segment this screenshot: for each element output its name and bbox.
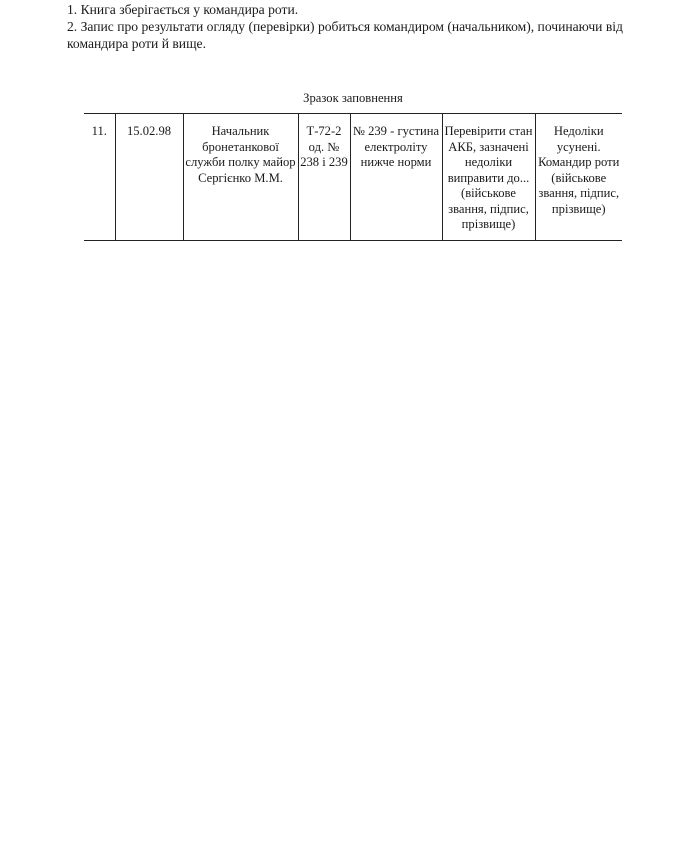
cell-result: Недоліки усунені. Командир роти (військове звання, підпис, прізвище) [535, 114, 622, 241]
cell-inspector: Начальник бронетанкової служби полку майор Сергієнко М.М. [183, 114, 298, 241]
notes-section [67, 1, 667, 52]
cell-date: 15.02.98 [115, 114, 183, 241]
cell-equipment: Т-72-2 од. № 238 і 239 [298, 114, 350, 241]
sample-table [84, 113, 622, 241]
note-item: 2. Запис про результати огляду (перевірки) робиться командиром (начальником), починаючи від командира роти й вище. [67, 19, 623, 51]
table-row [84, 114, 622, 241]
cell-instructions: Перевірити стан АКБ, зазначені недоліки виправити до... (військове звання, підпис, прізвище) [442, 114, 535, 241]
cell-findings: № 239 - густина електроліту нижче норми [350, 114, 442, 241]
table-caption: Зразок заповнення [303, 91, 403, 105]
cell-number: 11. [84, 114, 115, 241]
note-item: 1. Книга зберігається у командира роти. [67, 2, 299, 17]
